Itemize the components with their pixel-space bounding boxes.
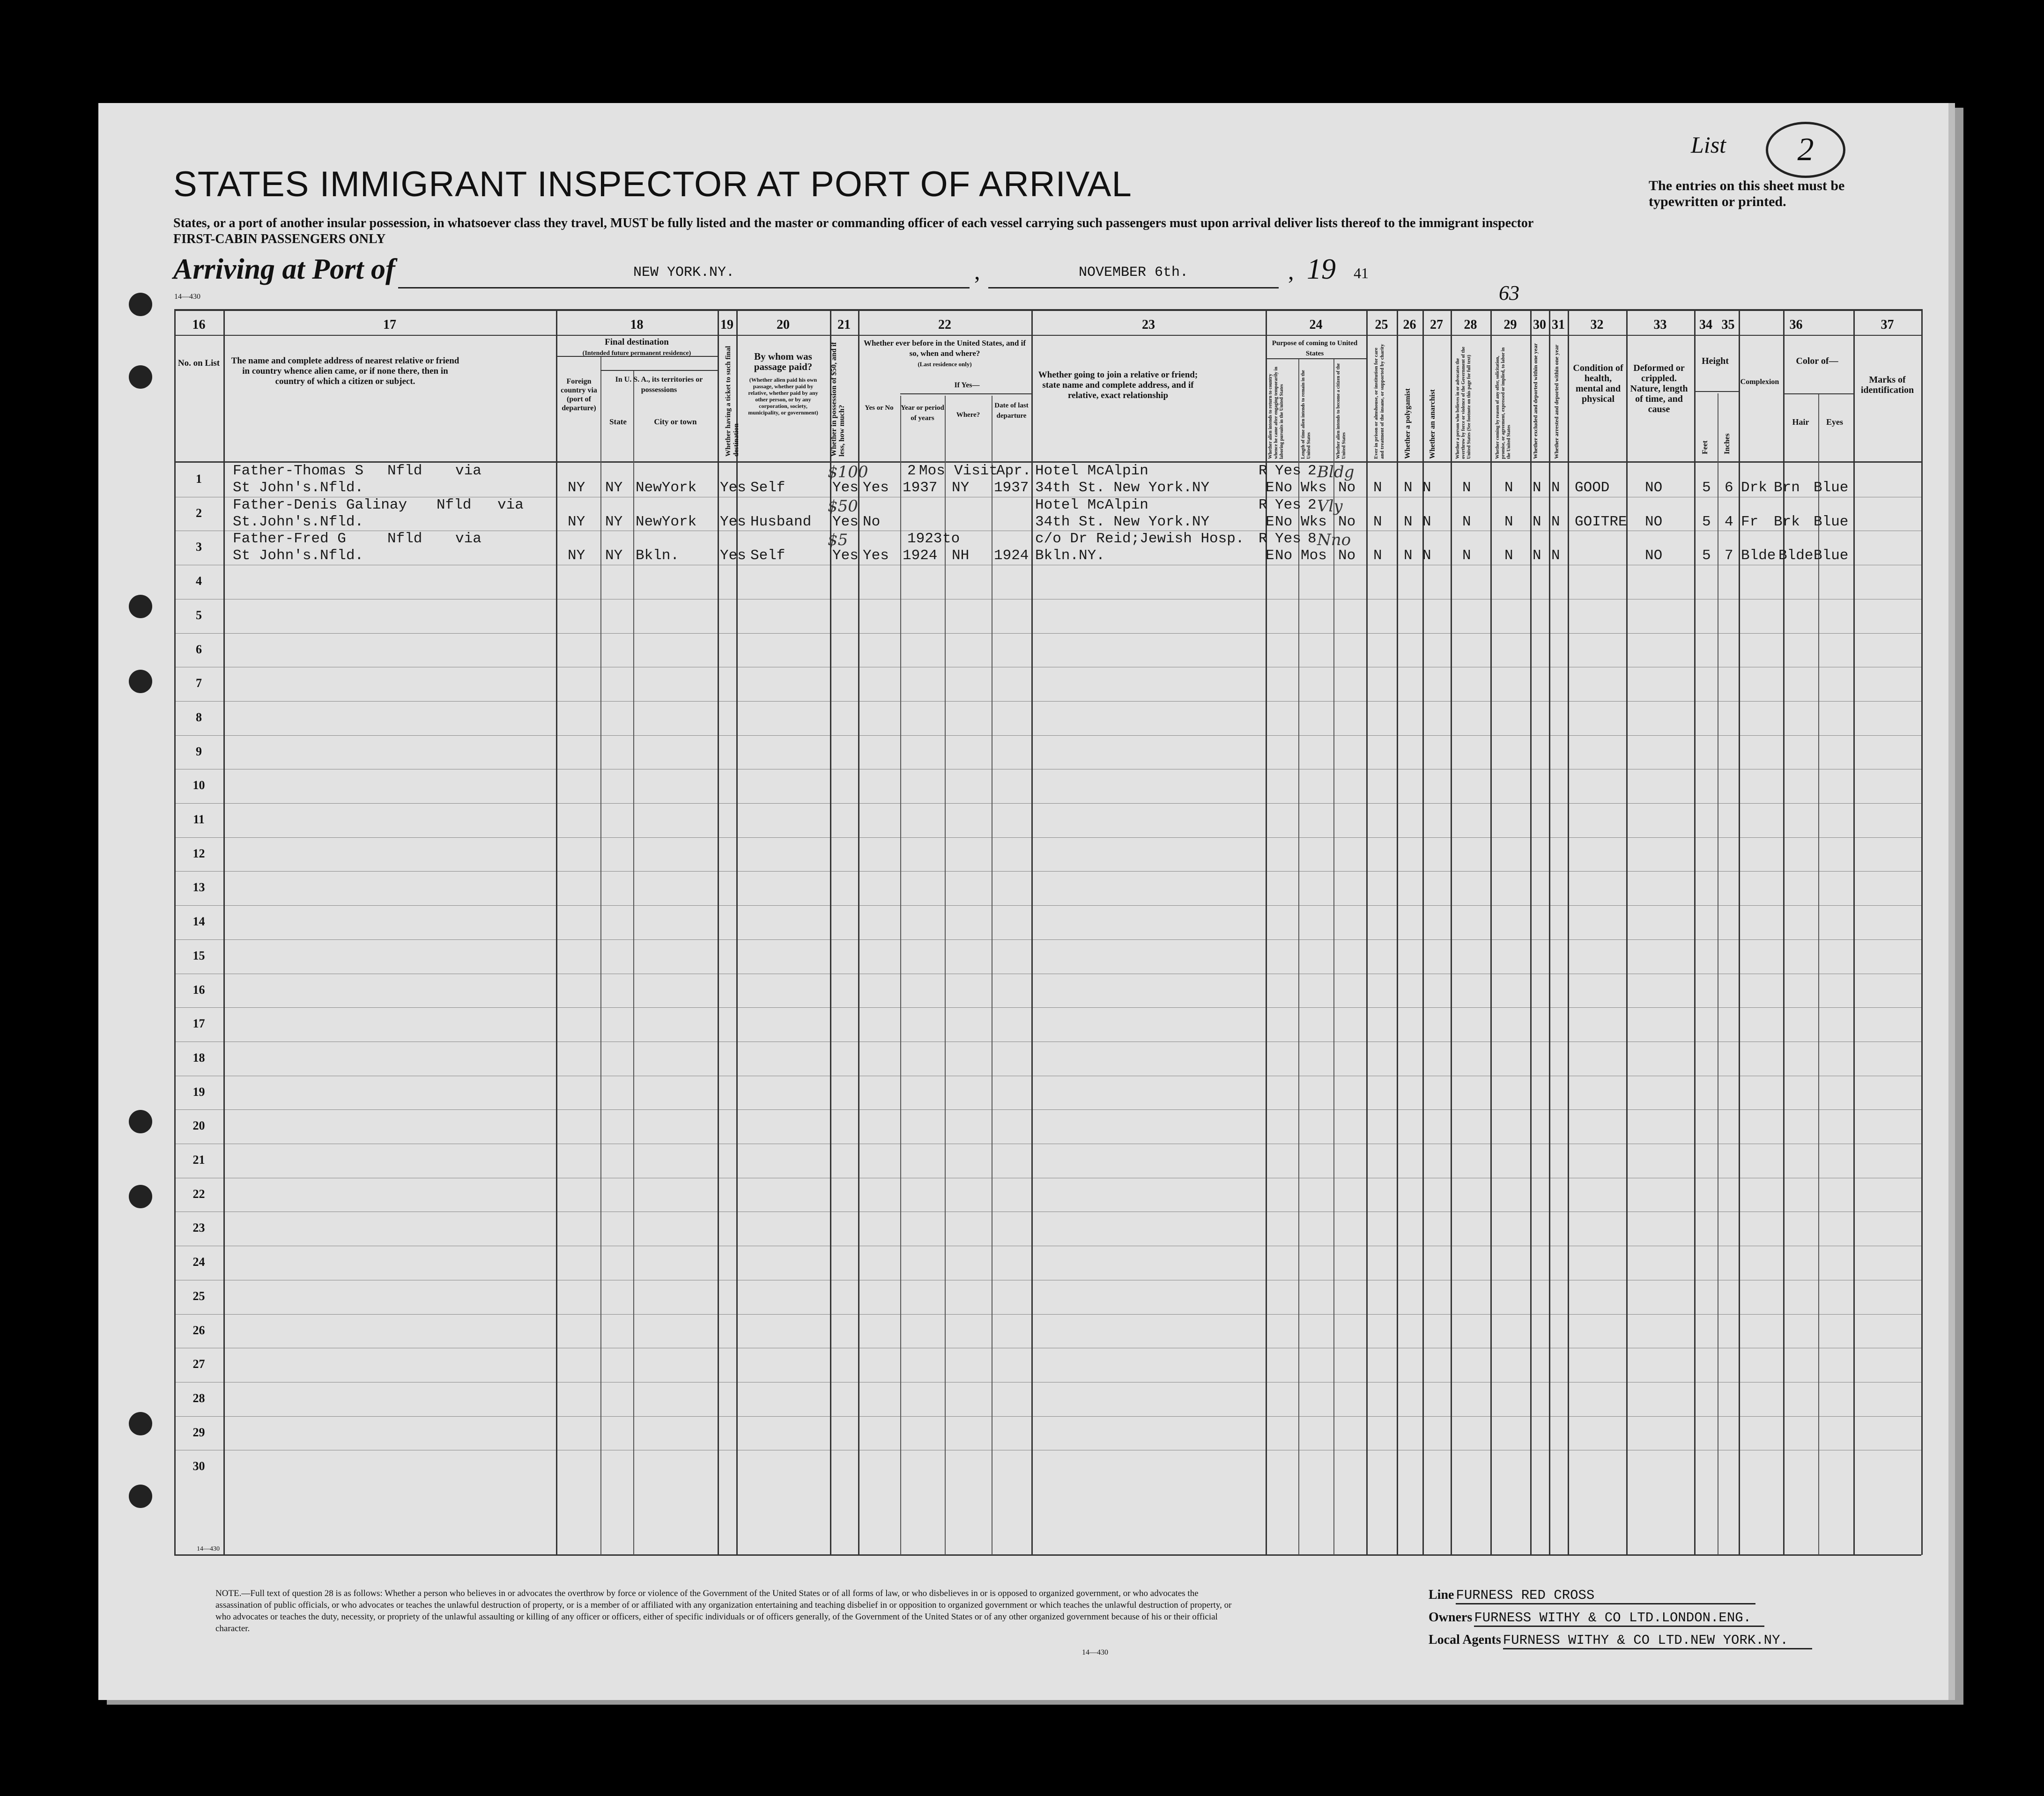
header-complexion: Complexion <box>1740 378 1779 386</box>
column-rule <box>1031 309 1033 1555</box>
join-address: 34th St. New York.NY <box>1035 480 1210 496</box>
height-inches: 7 <box>1725 547 1733 564</box>
relative-address: St John's.Nfld. <box>233 480 364 496</box>
health-condition: GOITRE <box>1575 513 1627 530</box>
column-number: 29 <box>1503 318 1517 332</box>
column-rule <box>633 370 634 1555</box>
deformed-value: NO <box>1645 480 1663 496</box>
length-unit: Wks <box>1301 513 1327 530</box>
column-rule <box>1490 309 1492 1555</box>
agents-label: Local Agents <box>1429 1633 1501 1647</box>
column-number: 23 <box>1142 318 1155 332</box>
column-rule <box>900 396 901 1555</box>
destination-state: NY <box>605 480 623 496</box>
before-title: Whether ever before in the United States, and if so, when and where? <box>863 339 1026 358</box>
column-number: 33 <box>1653 318 1667 332</box>
prison-value: N <box>1373 513 1382 530</box>
column-rule <box>1530 309 1532 1555</box>
health-condition: GOOD <box>1575 480 1610 496</box>
q30-value: N <box>1533 513 1541 530</box>
join-name: Hotel McAlpin <box>1035 496 1148 513</box>
before-period: 2 <box>907 463 916 479</box>
header-q28: Whether a person who believes in or advocates the overthrow by force or violence of the Government of the United States (See footnote on this page for full text) <box>1455 347 1472 459</box>
column-rule <box>600 356 601 1555</box>
height-inches: 4 <box>1725 513 1733 530</box>
column-rule <box>1549 309 1550 1555</box>
before-sub: (Last residence only) <box>918 361 972 368</box>
via-text: via <box>497 496 524 513</box>
column-number: 20 <box>777 318 790 332</box>
relative-name: Father-Denis Galinay <box>233 496 407 513</box>
column-rule <box>1397 309 1398 1555</box>
header-if-yes: If Yes— <box>954 381 980 389</box>
row-number: 6 <box>196 642 202 656</box>
money-value: Yes <box>832 547 859 564</box>
eye-color: Blue <box>1814 480 1849 496</box>
before-yes-no: No <box>863 513 881 530</box>
height-feet: 5 <box>1702 547 1711 564</box>
header-hair: Hair <box>1792 417 1809 427</box>
before-yes-no: Yes <box>863 480 889 496</box>
subheader-rule <box>600 370 718 371</box>
column-rule <box>1739 309 1740 1555</box>
row-number: 1 <box>196 472 202 486</box>
row-number: 15 <box>193 948 205 962</box>
by-whom-title: By whom was passage paid? <box>754 351 813 372</box>
before-year: 1924 <box>903 547 938 564</box>
row-number: 9 <box>196 744 202 758</box>
binder-hole <box>129 595 152 618</box>
foreign-country: NY <box>568 480 585 496</box>
height-inches: 6 <box>1725 480 1733 496</box>
foreign-country: NY <box>568 547 585 564</box>
column-rule <box>1783 309 1785 1555</box>
citizen-intent: No <box>1338 480 1356 496</box>
money-amount-handwritten: $100 <box>828 463 868 481</box>
header-purpose: Purpose of coming to United States <box>1272 340 1358 357</box>
header-purpose-return: Whether alien intends to return to country whence he came after engaging temporarily in laboring pursuits in the United States <box>1268 367 1284 459</box>
header-final-destination <box>558 337 715 359</box>
column-rule <box>223 309 225 1555</box>
owners-label: Owners <box>1429 1610 1473 1625</box>
form-number: 14—430 <box>174 293 200 301</box>
money-value: Yes <box>832 480 859 496</box>
before-period: 1923 <box>907 531 942 547</box>
row-rule <box>174 633 1921 634</box>
row-number: 26 <box>193 1323 205 1337</box>
row-number: 4 <box>196 574 202 588</box>
header-q31: Whether arrested and deported within one year <box>1553 344 1560 459</box>
page-note-handwritten: 63 <box>1499 281 1519 304</box>
header-where: Where? <box>956 411 980 419</box>
row-rule <box>174 871 1921 872</box>
q30-value: N <box>1533 547 1541 564</box>
table-form-number: 14—430 <box>197 1545 220 1552</box>
subheader-rule <box>900 393 1031 394</box>
binder-hole <box>129 1485 152 1508</box>
complexion-value: Fr <box>1741 513 1759 530</box>
before-where: NH <box>952 547 970 564</box>
binder-hole <box>129 1110 152 1133</box>
length-unit: Wks <box>1301 480 1327 496</box>
deformed-value: NO <box>1645 513 1663 530</box>
before-month: Apr. <box>996 463 1031 479</box>
agents-value: FURNESS WITHY & CO LTD.NEW YORK.NY. <box>1503 1633 1812 1649</box>
page-subtitle <box>173 215 1696 247</box>
year-suffix: 41 <box>1354 265 1369 281</box>
destination-state: NY <box>605 547 623 564</box>
anarchist-value: N <box>1422 547 1431 564</box>
deformed-value: NO <box>1645 547 1663 564</box>
ticket-value: Yes <box>720 547 746 564</box>
paid-by: Husband <box>750 513 812 530</box>
relative-address: St John's.Nfld. <box>233 547 364 564</box>
header-height: Height <box>1702 356 1729 366</box>
list-number: 2 <box>1766 122 1845 178</box>
row-number: 17 <box>193 1017 205 1031</box>
line-row <box>1429 1588 1755 1604</box>
handwritten-annotation: Vly <box>1317 496 1343 516</box>
purpose-no: No <box>1275 547 1293 564</box>
table-bottom-border <box>174 1554 1921 1556</box>
header-join-relative: Whether going to join a relative or friend; state name and complete address, and if relative, exact relationship <box>1038 370 1198 400</box>
join-name: c/o Dr Reid;Jewish Hosp. <box>1035 531 1244 547</box>
subheader-rule <box>1694 391 1739 392</box>
header-no-on-list: No. on List <box>178 358 220 368</box>
relative-country: Nfld <box>387 463 422 479</box>
row-number: 18 <box>193 1050 205 1064</box>
column-number: 25 <box>1375 318 1388 332</box>
header-marks: Marks of identification <box>1860 375 1914 395</box>
header-state: State <box>609 417 627 426</box>
column-number: 21 <box>837 318 851 332</box>
polygamist-value: N <box>1404 547 1413 564</box>
header-fifty-dollars: Whether in possession of $50, and if less, how much? <box>830 342 846 457</box>
final-destination-title: Final destination <box>605 337 669 347</box>
column-number: 16 <box>192 318 206 332</box>
q28-value: N <box>1462 513 1471 530</box>
row-number: 7 <box>196 676 202 690</box>
binder-hole <box>129 293 152 316</box>
row-number: 11 <box>193 813 205 826</box>
header-eyes: Eyes <box>1826 417 1843 427</box>
column-number: 30 <box>1533 318 1546 332</box>
column-rule <box>1626 309 1628 1555</box>
q30-value: N <box>1533 480 1541 496</box>
ticket-value: Yes <box>720 480 746 496</box>
eye-color: Blue <box>1814 547 1849 564</box>
destination-city: NewYork <box>636 480 697 496</box>
length-number: 2 <box>1308 463 1317 479</box>
subtitle-text: States, or a port of another insular possession, in whatsoever class they travel, MUST be fully listed and the master or commanding officer of each vessel carrying such passengers must upon arrival deliver lists thereof to the immigrant inspector <box>173 216 1534 230</box>
column-rule <box>945 396 946 1555</box>
header-year-period: Year or period of years <box>901 404 944 422</box>
column-number: 18 <box>630 318 644 332</box>
column-number: 35 <box>1721 318 1735 332</box>
column-rule <box>556 309 557 1555</box>
row-number: 3 <box>196 540 202 554</box>
join-address: Bkln.NY. <box>1035 547 1105 564</box>
column-number: 32 <box>1590 318 1604 332</box>
q29-value: N <box>1504 547 1513 564</box>
before-yes-no: Yes <box>863 547 889 564</box>
paid-by: Self <box>750 480 785 496</box>
column-number: 19 <box>720 318 733 332</box>
q31-value: N <box>1551 480 1560 496</box>
destination-state: NY <box>605 513 623 530</box>
row-number: 24 <box>193 1255 205 1269</box>
polygamist-value: N <box>1404 513 1413 530</box>
height-feet: 5 <box>1702 513 1711 530</box>
header-deformed: Deformed or crippled. Nature, length of time, and cause <box>1630 363 1688 414</box>
money-amount-handwritten: $5 <box>828 531 848 550</box>
header-health: Condition of health, mental and physical <box>1573 363 1623 404</box>
column-rule <box>718 309 719 1555</box>
footnote: NOTE.—Full text of question 28 is as follows: Whether a person who believes in or advocates the overthrow by force or violence of the Government of the United States or of all forms of law, or who disbelieves in or is opposed to organized government, or who advocates the assassination of public officials, or who advocates or teaches the unlawful destruction of property, or is a member of or affiliated with any organization entertaining and teaching disbelief in or opposition to organized government or which teaches the unlawful destruction of property, or who advocates or teaches the duty, necessity, or propriety of the unlawful assaulting or killing of any officer or officers, either of specific individuals or of officers generally, of the Government of the United States or of any other organized government because of his or their official character. <box>215 1589 1232 1633</box>
row-number: 14 <box>193 915 205 929</box>
column-rule <box>1451 309 1452 1555</box>
column-rule <box>1853 309 1855 1555</box>
column-number: 17 <box>383 318 396 332</box>
relative-name: Father-Fred G <box>233 531 346 547</box>
comma-separator: , <box>974 258 980 284</box>
manifest-table <box>174 309 1921 1559</box>
column-rule <box>1694 309 1696 1555</box>
list-note: The entries on this sheet must be typewritten or printed. <box>1649 178 1845 209</box>
header-before-in-us <box>860 338 1029 370</box>
header-polygamist: Whether a polygamist <box>1404 388 1412 459</box>
purpose-return-e: E <box>1266 480 1274 496</box>
port-field: NEW YORK.NY. <box>398 265 970 288</box>
column-rule <box>1818 393 1819 1555</box>
before-year: 1937 <box>903 480 938 496</box>
before-visit: Visit <box>954 463 998 479</box>
join-name: Hotel McAlpin <box>1035 463 1148 479</box>
column-rule <box>1366 309 1368 1555</box>
column-number: 31 <box>1552 318 1565 332</box>
header-in-usa: In U. S. A., its territories or possessions <box>615 376 703 394</box>
row-number: 5 <box>196 608 202 622</box>
subheader-rule <box>1783 393 1853 394</box>
citizen-intent: No <box>1338 513 1356 530</box>
column-number: 34 <box>1699 318 1712 332</box>
header-foreign-country: Foreign country via (port of departure) <box>561 377 597 412</box>
anarchist-value: N <box>1422 513 1431 530</box>
row-number: 13 <box>193 880 205 894</box>
final-destination-sub: (Intended future permanent residence) <box>582 350 691 357</box>
prison-value: N <box>1373 480 1382 496</box>
manifest-sheet <box>98 103 1955 1700</box>
footer-form-number: 14—430 <box>1082 1648 1108 1656</box>
row-number: 29 <box>193 1425 205 1439</box>
header-q30: Whether excluded and deported within one year <box>1532 343 1539 459</box>
binder-hole <box>129 670 152 693</box>
hair-color: Brk <box>1774 513 1800 530</box>
relative-country: Nfld <box>387 531 422 547</box>
column-number: 28 <box>1464 318 1477 332</box>
header-color-of: Color of— <box>1796 356 1838 366</box>
purpose-return-r: R <box>1259 531 1267 547</box>
page-title: STATES IMMIGRANT INSPECTOR AT PORT OF ARRIVAL <box>173 164 1132 204</box>
column-rule <box>1266 309 1267 1555</box>
owners-row <box>1429 1610 1764 1627</box>
row-number: 30 <box>193 1459 205 1473</box>
purpose-return-r: R <box>1259 496 1267 513</box>
row-rule <box>174 1109 1921 1110</box>
citizen-intent: No <box>1338 547 1356 564</box>
owners-value: FURNESS WITHY & CO LTD.LONDON.ENG. <box>1474 1610 1764 1627</box>
before-departure-date: 1937 <box>994 480 1029 496</box>
by-whom-sub: (Whether alien paid his own passage, whether paid by relative, whether paid by any other person, or by any corporation, society, municipality, or government) <box>748 377 818 416</box>
via-text: via <box>455 463 481 479</box>
binder-hole <box>129 365 152 389</box>
row-number: 12 <box>193 846 205 860</box>
column-number: 22 <box>938 318 951 332</box>
purpose-no: No <box>1275 513 1293 530</box>
list-label: List <box>1691 132 1726 158</box>
handwritten-annotation: Bldg <box>1317 463 1355 481</box>
row-rule <box>174 939 1921 940</box>
column-rule <box>1921 309 1923 1555</box>
header-anarchist: Whether an anarchist <box>1429 389 1437 459</box>
header-purpose-citizen: Whether alien intends to become a citizen of the United States <box>1336 363 1347 459</box>
length-number: 8 <box>1308 531 1317 547</box>
relative-name: Father-Thomas S <box>233 463 364 479</box>
before-departure-date: 1924 <box>994 547 1029 564</box>
column-rule <box>736 309 738 1555</box>
eye-color: Blue <box>1814 513 1849 530</box>
header-purpose-length: Length of time alien intends to remain in the United States <box>1301 370 1311 459</box>
binder-hole <box>129 1412 152 1435</box>
comma-separator: , <box>1288 258 1294 284</box>
row-number: 22 <box>193 1187 205 1201</box>
arriving-label: Arriving at Port of <box>173 253 395 285</box>
purpose-yes: Yes <box>1275 531 1301 547</box>
relative-address: St.John's.Nfld. <box>233 513 364 530</box>
row-number: 25 <box>193 1289 205 1303</box>
hair-color: Brn <box>1774 480 1800 496</box>
q29-value: N <box>1504 480 1513 496</box>
row-rule <box>174 1416 1921 1417</box>
header-feet: Feet <box>1701 440 1709 454</box>
line-value: FURNESS RED CROSS <box>1456 1588 1755 1604</box>
row-number: 2 <box>196 506 202 520</box>
before-where: NY <box>952 480 970 496</box>
row-number: 27 <box>193 1357 205 1371</box>
ticket-value: Yes <box>720 513 746 530</box>
row-rule <box>174 905 1921 906</box>
column-number: 26 <box>1403 318 1416 332</box>
column-rule <box>1568 309 1569 1555</box>
table-top-border <box>174 309 1921 311</box>
header-city: City or town <box>654 417 697 426</box>
year-prefix: 19 <box>1307 253 1336 285</box>
row-rule <box>174 803 1921 804</box>
agents-row <box>1429 1633 1812 1649</box>
row-rule <box>174 1007 1921 1008</box>
handwritten-annotation: Nno <box>1317 531 1351 550</box>
purpose-no: No <box>1275 480 1293 496</box>
before-unit: Mos <box>919 463 945 479</box>
purpose-yes: Yes <box>1275 463 1301 479</box>
q31-value: N <box>1551 513 1560 530</box>
header-prison: Ever in prison or almshouse, or institution for care and treatment of the insane, or supported by charity <box>1373 344 1385 459</box>
row-number: 19 <box>193 1085 205 1099</box>
purpose-yes: Yes <box>1275 496 1301 513</box>
row-number: 23 <box>193 1221 205 1235</box>
column-number: 24 <box>1309 318 1323 332</box>
destination-city: NewYork <box>636 513 697 530</box>
column-rule <box>1422 309 1424 1555</box>
binder-hole <box>129 1185 152 1208</box>
purpose-return-r: R <box>1259 463 1267 479</box>
line-label: Line <box>1429 1588 1454 1602</box>
row-number: 28 <box>193 1391 205 1405</box>
row-number: 20 <box>193 1119 205 1133</box>
row-rule <box>174 1314 1921 1315</box>
length-number: 2 <box>1308 496 1317 513</box>
q31-value: N <box>1551 547 1560 564</box>
prison-value: N <box>1373 547 1382 564</box>
q28-value: N <box>1462 480 1471 496</box>
row-number: 10 <box>193 778 205 792</box>
header-date-last-departure: Date of last departure <box>994 402 1029 420</box>
join-address: 34th St. New York.NY <box>1035 513 1210 530</box>
header-inches: Inches <box>1723 433 1731 454</box>
paid-by: Self <box>750 547 785 564</box>
via-text: via <box>455 531 481 547</box>
row-rule <box>174 837 1921 838</box>
purpose-return-e: E <box>1266 547 1274 564</box>
header-by-whom <box>743 351 823 416</box>
column-number: 36 <box>1789 318 1803 332</box>
column-number: 27 <box>1430 318 1443 332</box>
column-number: 37 <box>1881 318 1894 332</box>
row-number: 16 <box>193 983 205 997</box>
header-relative: The name and complete address of nearest relative or friend in country whence alien came, or if none there, then in country of which a citizen or subject. <box>231 356 459 386</box>
complexion-value: Blde <box>1741 547 1776 564</box>
relative-country: Nfld <box>437 496 472 513</box>
class-line: FIRST-CABIN PASSENGERS ONLY <box>173 232 386 246</box>
length-unit: Mos <box>1301 547 1327 564</box>
row-rule <box>174 701 1921 702</box>
q28-value: N <box>1462 547 1471 564</box>
purpose-return-e: E <box>1266 513 1274 530</box>
header-ticket: Whether having a ticket to such final destination <box>725 346 740 457</box>
header-number-rule <box>174 335 1921 336</box>
row-rule <box>174 735 1921 736</box>
column-rule <box>858 309 859 1555</box>
height-feet: 5 <box>1702 480 1711 496</box>
destination-city: Bkln. <box>636 547 680 564</box>
complexion-value: Drk <box>1741 480 1767 496</box>
q29-value: N <box>1504 513 1513 530</box>
date-field: NOVEMBER 6th. <box>988 265 1279 288</box>
polygamist-value: N <box>1404 480 1413 496</box>
before-unit: to <box>942 531 960 547</box>
column-rule <box>830 309 831 1555</box>
header-q29: Whether coming by reason of any offer, solicitation, promise, or agreement, expressed or implied, to labor in the United States <box>1495 347 1511 459</box>
header-yes-or-no: Yes or No <box>865 404 894 412</box>
foreign-country: NY <box>568 513 585 530</box>
money-value: Yes <box>832 513 859 530</box>
row-number: 21 <box>193 1153 205 1167</box>
row-number: 8 <box>196 710 202 724</box>
money-amount-handwritten: $50 <box>828 496 858 516</box>
anarchist-value: N <box>1422 480 1431 496</box>
hair-color: Blde <box>1778 547 1814 564</box>
